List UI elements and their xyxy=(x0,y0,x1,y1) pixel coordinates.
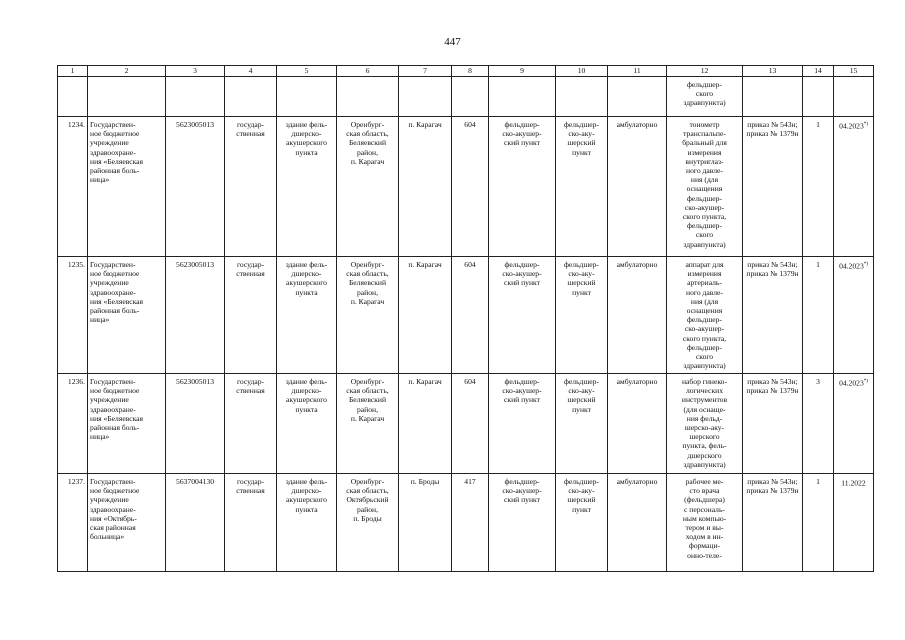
quantity: 1 xyxy=(803,257,834,374)
settlement: п. Карагач xyxy=(399,257,452,374)
care-type: амбулаторно xyxy=(608,257,667,374)
empty-cell xyxy=(452,77,489,117)
ownership: государ- ственная xyxy=(225,374,277,474)
table-row xyxy=(58,257,874,374)
header-cell: 15 xyxy=(834,66,874,77)
date xyxy=(834,257,874,374)
settlement: п. Броды xyxy=(399,474,452,572)
empty-cell xyxy=(803,77,834,117)
address: Оренбург- ская область, Октябрьский район, п. Броды xyxy=(337,474,399,572)
header-cell: 2 xyxy=(88,66,166,77)
building: здание фель- дшерско- акушерского пункта xyxy=(277,117,337,257)
date xyxy=(834,117,874,257)
order: приказ № 543н; приказ № 1379н xyxy=(743,474,803,572)
header-cell: 14 xyxy=(803,66,834,77)
quantity: 1 xyxy=(803,474,834,572)
quantity: 1 xyxy=(803,117,834,257)
building: здание фель- дшерско- акушерского пункта xyxy=(277,374,337,474)
code: 417 xyxy=(452,474,489,572)
empty-cell xyxy=(277,77,337,117)
empty-cell xyxy=(399,77,452,117)
building: здание фель- дшерско- акушерского пункта xyxy=(277,257,337,374)
inn: 5623005013 xyxy=(166,117,225,257)
equipment: рабочее ме- сто врача (фельдшера) с персональ- ным компью- тером и вы- ходом в ин- формаци- онно-теле- xyxy=(667,474,743,572)
header-cell: 12 xyxy=(667,66,743,77)
empty-cell xyxy=(166,77,225,117)
organization-name: Государствен- ное бюджетное учреждение здравоохране- ния «Беляевская районная боль- ница» xyxy=(88,374,166,474)
row-number: 1237. xyxy=(58,474,88,572)
empty-cell xyxy=(225,77,277,117)
header-cell: 3 xyxy=(166,66,225,77)
organization-name: Государствен- ное бюджетное учреждение здравоохране- ния «Октябрь- ская районная больница» xyxy=(88,474,166,572)
inn: 5637004130 xyxy=(166,474,225,572)
date xyxy=(834,474,874,572)
header-cell: 8 xyxy=(452,66,489,77)
date-value: 04.2023 xyxy=(839,121,864,131)
department: фельдшер- ско-аку- шерский пункт xyxy=(556,257,608,374)
equipment: набор гинеко- логических инструментов (для оснаще- ния фельд- шерско-аку- шерского пункта, фель- дшерского здравпункта) xyxy=(667,374,743,474)
address: Оренбург- ская область, Беляевский район, п. Карагач xyxy=(337,117,399,257)
department: фельдшер- ско-аку- шерский пункт xyxy=(556,374,608,474)
table-row xyxy=(58,117,874,257)
footnote-mark: *) xyxy=(863,262,868,267)
quantity: 3 xyxy=(803,374,834,474)
continuation-row xyxy=(58,77,874,117)
table-row xyxy=(58,374,874,474)
footnote-mark: *) xyxy=(863,379,868,384)
date-value: 11.2022 xyxy=(841,478,866,488)
settlement: п. Карагач xyxy=(399,117,452,257)
header-cell: 6 xyxy=(337,66,399,77)
empty-cell xyxy=(556,77,608,117)
column-number-row xyxy=(58,66,874,77)
empty-cell xyxy=(337,77,399,117)
inn: 5623005013 xyxy=(166,374,225,474)
empty-cell xyxy=(608,77,667,117)
page-number: 447 xyxy=(444,36,461,48)
row-number: 1235. xyxy=(58,257,88,374)
header-cell: 1 xyxy=(58,66,88,77)
order: приказ № 543н; приказ № 1379н xyxy=(743,257,803,374)
footnote-mark: *) xyxy=(863,122,868,127)
empty-cell xyxy=(58,77,88,117)
header-cell: 7 xyxy=(399,66,452,77)
order: приказ № 543н; приказ № 1379н xyxy=(743,117,803,257)
date-value: 04.2023 xyxy=(839,378,864,388)
empty-cell xyxy=(743,77,803,117)
equipment: тонометр транспальпе- бральный для измерения внутриглаз- ного давле- ния (для оснащения фельдшер- ско-акушер- ского пункта, фельдшер- ского здравпункта) xyxy=(667,117,743,257)
header-cell: 11 xyxy=(608,66,667,77)
equipment: аппарат для измерения артериаль- ного давле- ния (для оснащения фельдшер- ско-акушер- ского пункта, фельдшер- ского здравпункта) xyxy=(667,257,743,374)
care-type: амбулаторно xyxy=(608,117,667,257)
header-cell: 4 xyxy=(225,66,277,77)
unit: фельдшер- ско-акушер- ский пункт xyxy=(489,474,556,572)
organization-name: Государствен- ное бюджетное учреждение здравоохране- ния «Беляевская районная боль- ница» xyxy=(88,117,166,257)
code: 604 xyxy=(452,374,489,474)
department: фельдшер- ско-аку- шерский пункт xyxy=(556,474,608,572)
date-value: 04.2023 xyxy=(839,261,864,271)
ownership: государ- ственная xyxy=(225,257,277,374)
address: Оренбург- ская область, Беляевский район, п. Карагач xyxy=(337,257,399,374)
empty-cell xyxy=(88,77,166,117)
unit: фельдшер- ско-акушер- ский пункт xyxy=(489,257,556,374)
register-table xyxy=(57,65,874,572)
ownership: государ- ственная xyxy=(225,474,277,572)
header-cell: 13 xyxy=(743,66,803,77)
unit: фельдшер- ско-акушер- ский пункт xyxy=(489,117,556,257)
row-number: 1234. xyxy=(58,117,88,257)
organization-name: Государствен- ное бюджетное учреждение здравоохране- ния «Беляевская районная боль- ница» xyxy=(88,257,166,374)
department: фельдшер- ско-аку- шерский пункт xyxy=(556,117,608,257)
building: здание фель- дшерско- акушерского пункта xyxy=(277,474,337,572)
settlement: п. Карагач xyxy=(399,374,452,474)
unit: фельдшер- ско-акушер- ский пункт xyxy=(489,374,556,474)
row-number: 1236. xyxy=(58,374,88,474)
header-cell: 5 xyxy=(277,66,337,77)
care-type: амбулаторно xyxy=(608,474,667,572)
code: 604 xyxy=(452,117,489,257)
table-row xyxy=(58,474,874,572)
date xyxy=(834,374,874,474)
header-cell: 9 xyxy=(489,66,556,77)
ownership: государ- ственная xyxy=(225,117,277,257)
empty-cell xyxy=(834,77,874,117)
empty-cell xyxy=(489,77,556,117)
inn: 5623005013 xyxy=(166,257,225,374)
code: 604 xyxy=(452,257,489,374)
address: Оренбург- ская область, Беляевский район, п. Карагач xyxy=(337,374,399,474)
order: приказ № 543н; приказ № 1379н xyxy=(743,374,803,474)
care-type: амбулаторно xyxy=(608,374,667,474)
header-cell: 10 xyxy=(556,66,608,77)
equipment-continuation: фельдшер- ского здравпункта) xyxy=(667,77,743,117)
